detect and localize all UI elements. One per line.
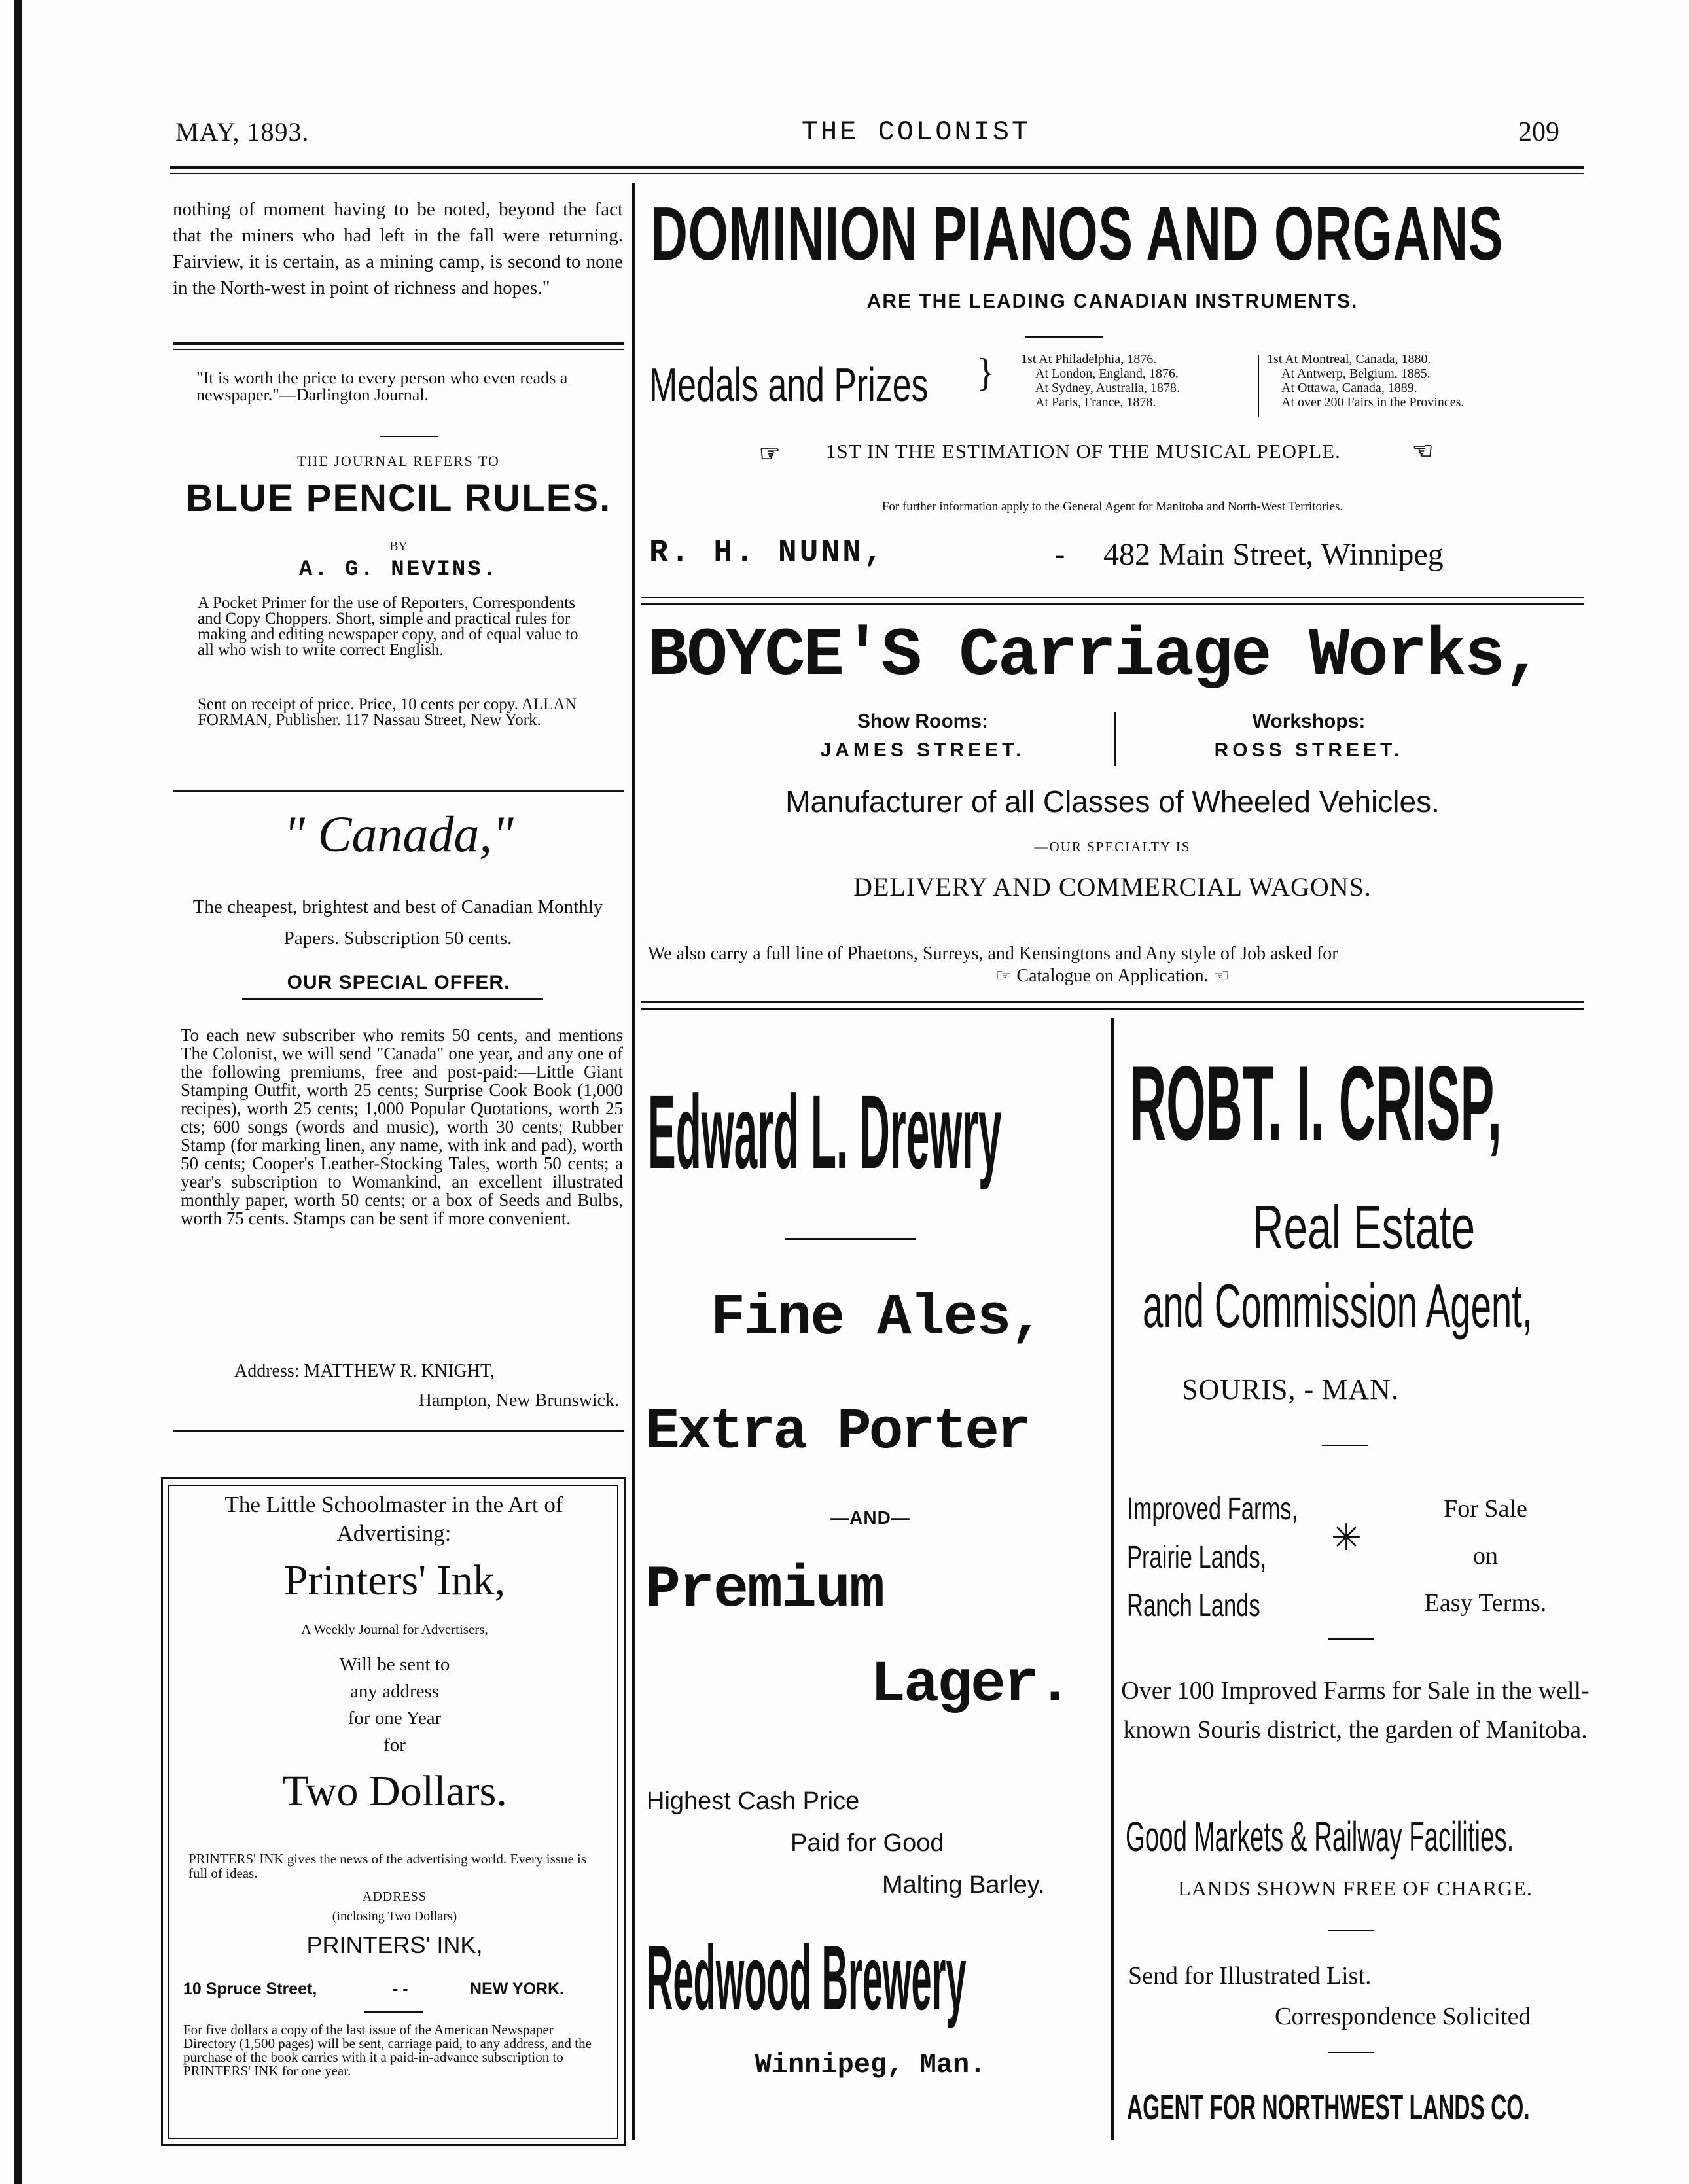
weekly-journal: A Weekly Journal for Advertisers,	[301, 1621, 488, 1637]
divider	[173, 790, 624, 792]
directory-offer: For five dollars a copy of the last issue of the American Newspaper Directory (1,500 pages) will be sent, carriage paid, to any address, and the purchase of the book carries with it a paid-in-advance subscription to PRINTERS' INK for one year.	[183, 2022, 592, 2079]
catalogue-line	[641, 964, 1584, 987]
short-rule	[1328, 2052, 1374, 2053]
workshops-label: Workshops:	[1252, 711, 1366, 732]
printers-ink-caps: PRINTERS' INK,	[306, 1931, 483, 1958]
nunn-address: 482 Main Street, Winnipeg	[1103, 537, 1444, 572]
workshops-street: ROSS STREET.	[1214, 739, 1404, 761]
short-rule	[1025, 336, 1103, 338]
article-tail: nothing of moment having to be noted, beyond the fact that the miners who had left in the fall were returning. Fairview, it is certain, as a mining camp, is second to none in the North-west in point of richness and hopes."	[173, 199, 623, 298]
term: on	[1473, 1542, 1498, 1570]
journal-refers: THE JOURNAL REFERS TO	[297, 453, 500, 469]
send-list: Send for Illustrated List.	[1128, 1962, 1372, 1990]
award: 1st At Montreal, Canada, 1880.	[1267, 352, 1431, 366]
award: At Sydney, Australia, 1878.	[1035, 381, 1180, 395]
brewery-city: Winnipeg, Man.	[755, 2049, 986, 2081]
sent-lines	[169, 1651, 620, 1759]
over-100-farms: Over 100 Improved Farms for Sale in the well-known Souris district, the garden of Manitoba.	[1121, 1677, 1590, 1744]
two-dollars: Two Dollars.	[282, 1767, 507, 1815]
header-rule-thin	[170, 173, 1584, 174]
address-heading: ADDRESS	[362, 1890, 427, 1904]
column-divider	[632, 183, 635, 2140]
issue-date: MAY, 1893.	[175, 117, 310, 147]
pointing-hand-icon: ☜	[1208, 966, 1230, 986]
sent-line: Will be sent to	[339, 1654, 450, 1675]
inclosing-note: (inclosing Two Dollars)	[332, 1909, 457, 1924]
commission-agent: and Commission Agent,	[1143, 1271, 1533, 1340]
special-offer-heading: OUR SPECIAL OFFER.	[287, 972, 510, 993]
boyce-headline: BOYCE'S Carriage Works,	[648, 618, 1542, 695]
short-rule	[380, 436, 438, 437]
pointing-hand-icon: ☞	[1412, 438, 1434, 464]
boyce-divider	[1114, 712, 1116, 766]
lager: Lager.	[870, 1652, 1071, 1719]
specialty-label: —OUR SPECIALTY IS	[1034, 839, 1191, 854]
short-rule	[1328, 1930, 1374, 1931]
awards-col-2	[1267, 352, 1464, 410]
award: At over 200 Fairs in the Provinces.	[1281, 395, 1465, 410]
catalogue-text: Catalogue on Application.	[1016, 966, 1209, 986]
and-separator: —AND—	[830, 1507, 910, 1528]
running-head: THE COLONIST	[801, 116, 1031, 148]
publisher-info: Sent on receipt of price. Price, 10 cents per copy. ALLAN FORMAN, Publisher. 117 Nassau Street, New York.	[198, 696, 577, 729]
printers-ink-title: Printers' Ink,	[283, 1557, 506, 1604]
author-name: A. G. NEVINS.	[298, 557, 499, 582]
by-label: BY	[389, 539, 408, 554]
column-divider-2	[1111, 1018, 1114, 2140]
header-rule	[170, 166, 1584, 169]
land-type: Ranch Lands	[1127, 1589, 1260, 1623]
extra-porter: Extra Porter	[645, 1400, 1029, 1465]
medals-prizes: Medals and Prizes	[649, 359, 929, 412]
offer-text: To each new subscriber who remits 50 cents, and mentions The Colonist, we will send "Canada" one year, and any one of the following premiums, free and post-paid:—Little Giant Stamping Outfit, worth 25 cents; Surprise Cook Book (1,000 recipes), worth 25 cents; 1,000 Popular Quotations, worth 25 cts; 600 songs (words and music), worth 30 cents; Rubber Stamp (for marking linen, any name, with ink and pad), worth 50 cents; Cooper's Leather-Stocking Tales, worth 50 cents; a year's subscription to Womankind, an excellent illustrated monthly paper, worth 50 cents; or a box of Seeds and Bulbs, worth 75 cents. Stamps can be sent if more convenient.	[181, 1025, 623, 1228]
short-rule	[785, 1238, 916, 1240]
awards-col-1	[1021, 352, 1180, 410]
divider	[641, 1001, 1584, 1003]
delivery-wagons: DELIVERY AND COMMERCIAL WAGONS.	[853, 872, 1372, 902]
pi-street: 10 Spruce Street,	[183, 1980, 317, 1998]
address-place: Hampton, New Brunswick.	[418, 1390, 619, 1411]
also-carry: We also carry a full line of Phaetons, Surreys, and Kensingtons and Any style of Job asked for	[648, 943, 1338, 964]
sent-line: for	[383, 1735, 406, 1755]
correspondence: Correspondence Solicited	[1275, 2003, 1531, 2030]
award: At Ottawa, Canada, 1889.	[1281, 381, 1417, 395]
land-type: Prairie Lands,	[1127, 1540, 1267, 1575]
brace: }	[976, 351, 995, 394]
premium: Premium	[645, 1557, 884, 1624]
asterisk-ornament-icon: ✳	[1331, 1518, 1362, 1559]
canada-description: The cheapest, brightest and best of Canadian Monthly Papers. Subscription 50 cents.	[192, 896, 603, 949]
canada-title: " Canada,"	[283, 805, 514, 862]
short-rule	[1322, 1445, 1368, 1446]
crisp-name: ROBT. I. CRISP,	[1129, 1044, 1502, 1163]
shown-free: LANDS SHOWN FREE OF CHARGE.	[1178, 1876, 1533, 1900]
advertising-news: PRINTERS' INK gives the news of the advertising world. Every issue is full of ideas.	[188, 1851, 587, 1881]
divider	[173, 342, 624, 345]
cash-line-2: Paid for Good	[791, 1829, 944, 1857]
northwest-lands: AGENT FOR NORTHWEST LANDS CO.	[1127, 2088, 1530, 2127]
scan-edge-bar	[14, 0, 22, 2184]
real-estate: Real Estate	[1253, 1193, 1476, 1261]
divider	[173, 349, 624, 350]
drewry-name: Edward L. Drewry	[648, 1073, 1002, 1190]
sent-line: for one Year	[347, 1708, 442, 1729]
show-rooms-street: JAMES STREET.	[820, 739, 1025, 761]
pianos-subhead: ARE THE LEADING CANADIAN INSTRUMENTS.	[866, 291, 1359, 312]
good-markets: Good Markets & Railway Facilities.	[1126, 1813, 1514, 1860]
offer-underline	[242, 998, 543, 1000]
souris-man: SOURIS, - MAN.	[1182, 1373, 1399, 1405]
pi-city: NEW YORK.	[470, 1980, 564, 1998]
redwood-brewery: Redwood Brewery	[647, 1926, 967, 2029]
fine-ales: Fine Ales,	[711, 1286, 1044, 1351]
darlington-quote: "It is worth the price to every person who even reads a newspaper."—Darlington Journal.	[196, 368, 568, 404]
lands-list	[1127, 1485, 1298, 1630]
further-info: For further information apply to the General Agent for Manitoba and North-West Territories.	[881, 500, 1343, 514]
divider	[641, 1008, 1584, 1010]
award: 1st At Philadelphia, 1876.	[1021, 352, 1157, 366]
show-rooms-label: Show Rooms:	[857, 711, 988, 732]
blue-pencil-title: BLUE PENCIL RULES.	[185, 477, 612, 520]
sent-line: any address	[349, 1681, 440, 1702]
term: Easy Terms.	[1424, 1589, 1547, 1617]
pointing-hand-icon: ☞	[759, 440, 781, 467]
cash-line-1: Highest Cash Price	[647, 1788, 860, 1815]
estimation-text: 1ST IN THE ESTIMATION OF THE MUSICAL PEOPLE.	[826, 440, 1341, 463]
nunn-dash: -	[1055, 537, 1065, 571]
short-rule	[364, 2011, 423, 2013]
pointing-hand-icon: ☞	[995, 966, 1017, 986]
primer-description: A Pocket Primer for the use of Reporters, Correspondents and Copy Choppers. Short, simple and practical rules for making and editing newspaper copy, and of equal value to all who wish to write correct English.	[198, 594, 578, 659]
award: At Paris, France, 1878.	[1035, 395, 1156, 410]
awards-divider	[1258, 355, 1259, 417]
award: At London, England, 1876.	[1035, 366, 1179, 381]
land-type: Improved Farms,	[1127, 1492, 1298, 1526]
pi-dash: - -	[393, 1980, 408, 1998]
cash-line-3: Malting Barley.	[882, 1871, 1045, 1899]
divider	[641, 597, 1584, 598]
page-number: 209	[1518, 117, 1559, 147]
term: For Sale	[1444, 1495, 1527, 1523]
schoolmaster-text: The Little Schoolmaster in the Art of Advertising:	[224, 1492, 563, 1546]
divider	[641, 603, 1584, 605]
sale-terms	[1387, 1485, 1584, 1627]
short-rule	[1328, 1638, 1374, 1640]
address-label: Address: MATTHEW R. KNIGHT,	[234, 1361, 495, 1381]
nunn-name: R. H. NUNN,	[649, 535, 885, 571]
award: At Antwerp, Belgium, 1885.	[1281, 366, 1431, 381]
divider	[173, 1430, 624, 1432]
manufacturer-line: Manufacturer of all Classes of Wheeled Vehicles.	[785, 784, 1440, 819]
pianos-headline: DOMINION PIANOS AND ORGANS	[650, 191, 1504, 276]
